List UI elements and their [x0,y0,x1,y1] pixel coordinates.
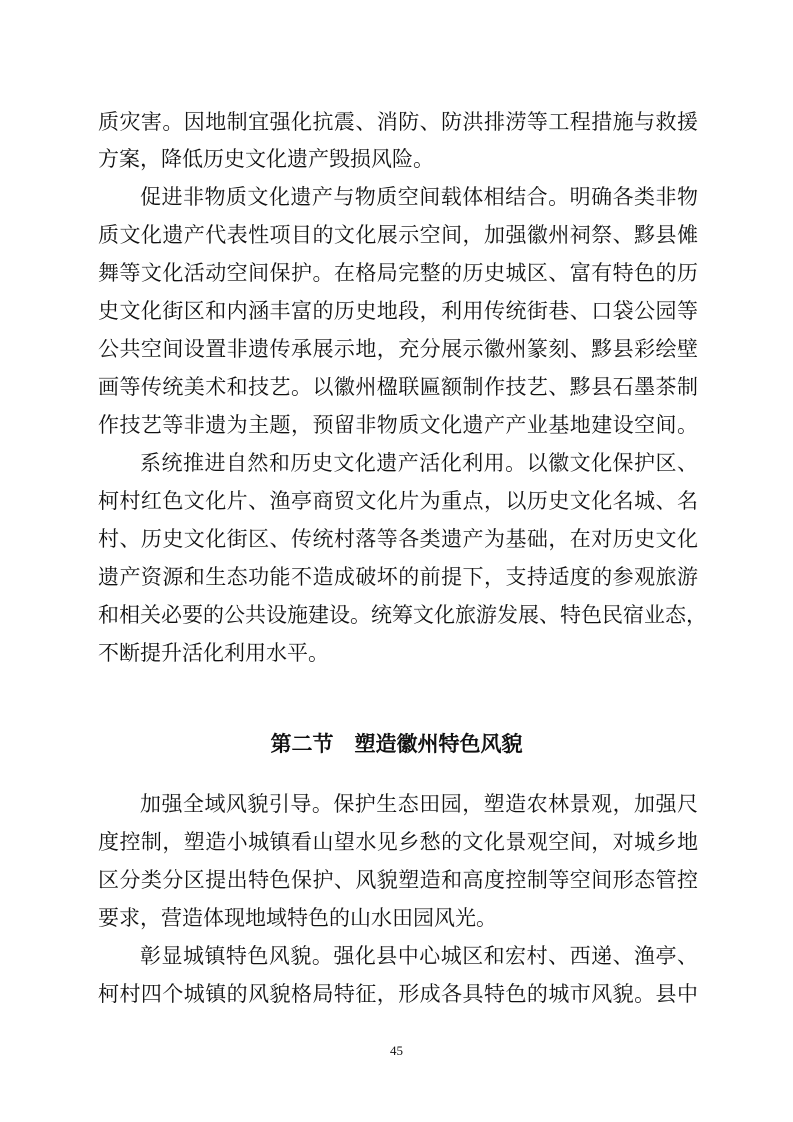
paragraph-text: 强化县中心城区和宏村、西递、渔亭、 [333,944,699,968]
paragraph-lead-phrase: 促进非物质文化遗产与物质空间载体相结合。 [140,185,570,209]
section-heading: 第二节 塑造徽州特色风貌 [270,732,523,756]
paragraph-first-line [140,942,698,970]
body-line: 质灾害。因地制宜强化抗震、消防、防洪排涝等工程措施与救援 [98,110,698,134]
body-line: 公共空间设置非遗传承展示地，充分展示徽州篆刻、黟县彩绘壁 [98,337,698,361]
body-line: 不断提升活化利用水平。 [98,641,329,665]
paragraph-lead-phrase: 彰显城镇特色风貌。 [140,944,334,968]
body-line: 画等传统美术和技艺。以徽州楹联匾额制作技艺、黟县石墨茶制 [98,375,698,399]
paragraph-lead-phrase: 加强全域风貌引导。 [140,792,334,816]
paragraph-text: 保护生态田园，塑造农林景观，加强尺 [333,792,699,816]
body-line: 村、历史文化街区、传统村落等各类遗产为基础，在对历史文化 [98,527,698,551]
body-line: 度控制，塑造小城镇看山望水见乡愁的文化景观空间，对城乡地 [98,830,698,854]
paragraph-first-line [140,790,698,818]
body-line: 要求，营造体现地域特色的山水田园风光。 [98,906,497,930]
body-line: 遗产资源和生态功能不造成破坏的前提下，支持适度的参观旅游 [98,565,698,589]
body-line: 舞等文化活动空间保护。在格局完整的历史城区、富有特色的历 [98,261,698,285]
body-line: 史文化街区和内涵丰富的历史地段，利用传统街巷、口袋公园等 [98,299,698,323]
body-line: 和相关必要的公共设施建设。统筹文化旅游发展、特色民宿业态， [98,603,707,627]
paragraph-lead-phrase: 系统推进自然和历史文化遗产活化利用。 [140,451,527,475]
body-line: 柯村红色文化片、渔亭商贸文化片为重点，以历史文化名城、名 [98,489,698,513]
body-line: 柯村四个城镇的风貌格局特征，形成各具特色的城市风貌。县中 [98,982,698,1006]
page-number: 45 [390,1043,403,1058]
paragraph-first-line [140,183,698,211]
body-line: 方案，降低历史文化遗产毁损风险。 [98,147,434,171]
body-line: 质文化遗产代表性项目的文化展示空间，加强徽州祠祭、黟县傩 [98,223,698,247]
paragraph-first-line [140,449,698,477]
body-line: 作技艺等非遗为主题，预留非物质文化遗产产业基地建设空间。 [98,413,698,437]
paragraph-text: 明确各类非物 [569,185,699,209]
body-line: 区分类分区提出特色保护、风貌塑造和高度控制等空间形态管控 [98,868,698,892]
paragraph-text: 以徽文化保护区、 [526,451,698,475]
